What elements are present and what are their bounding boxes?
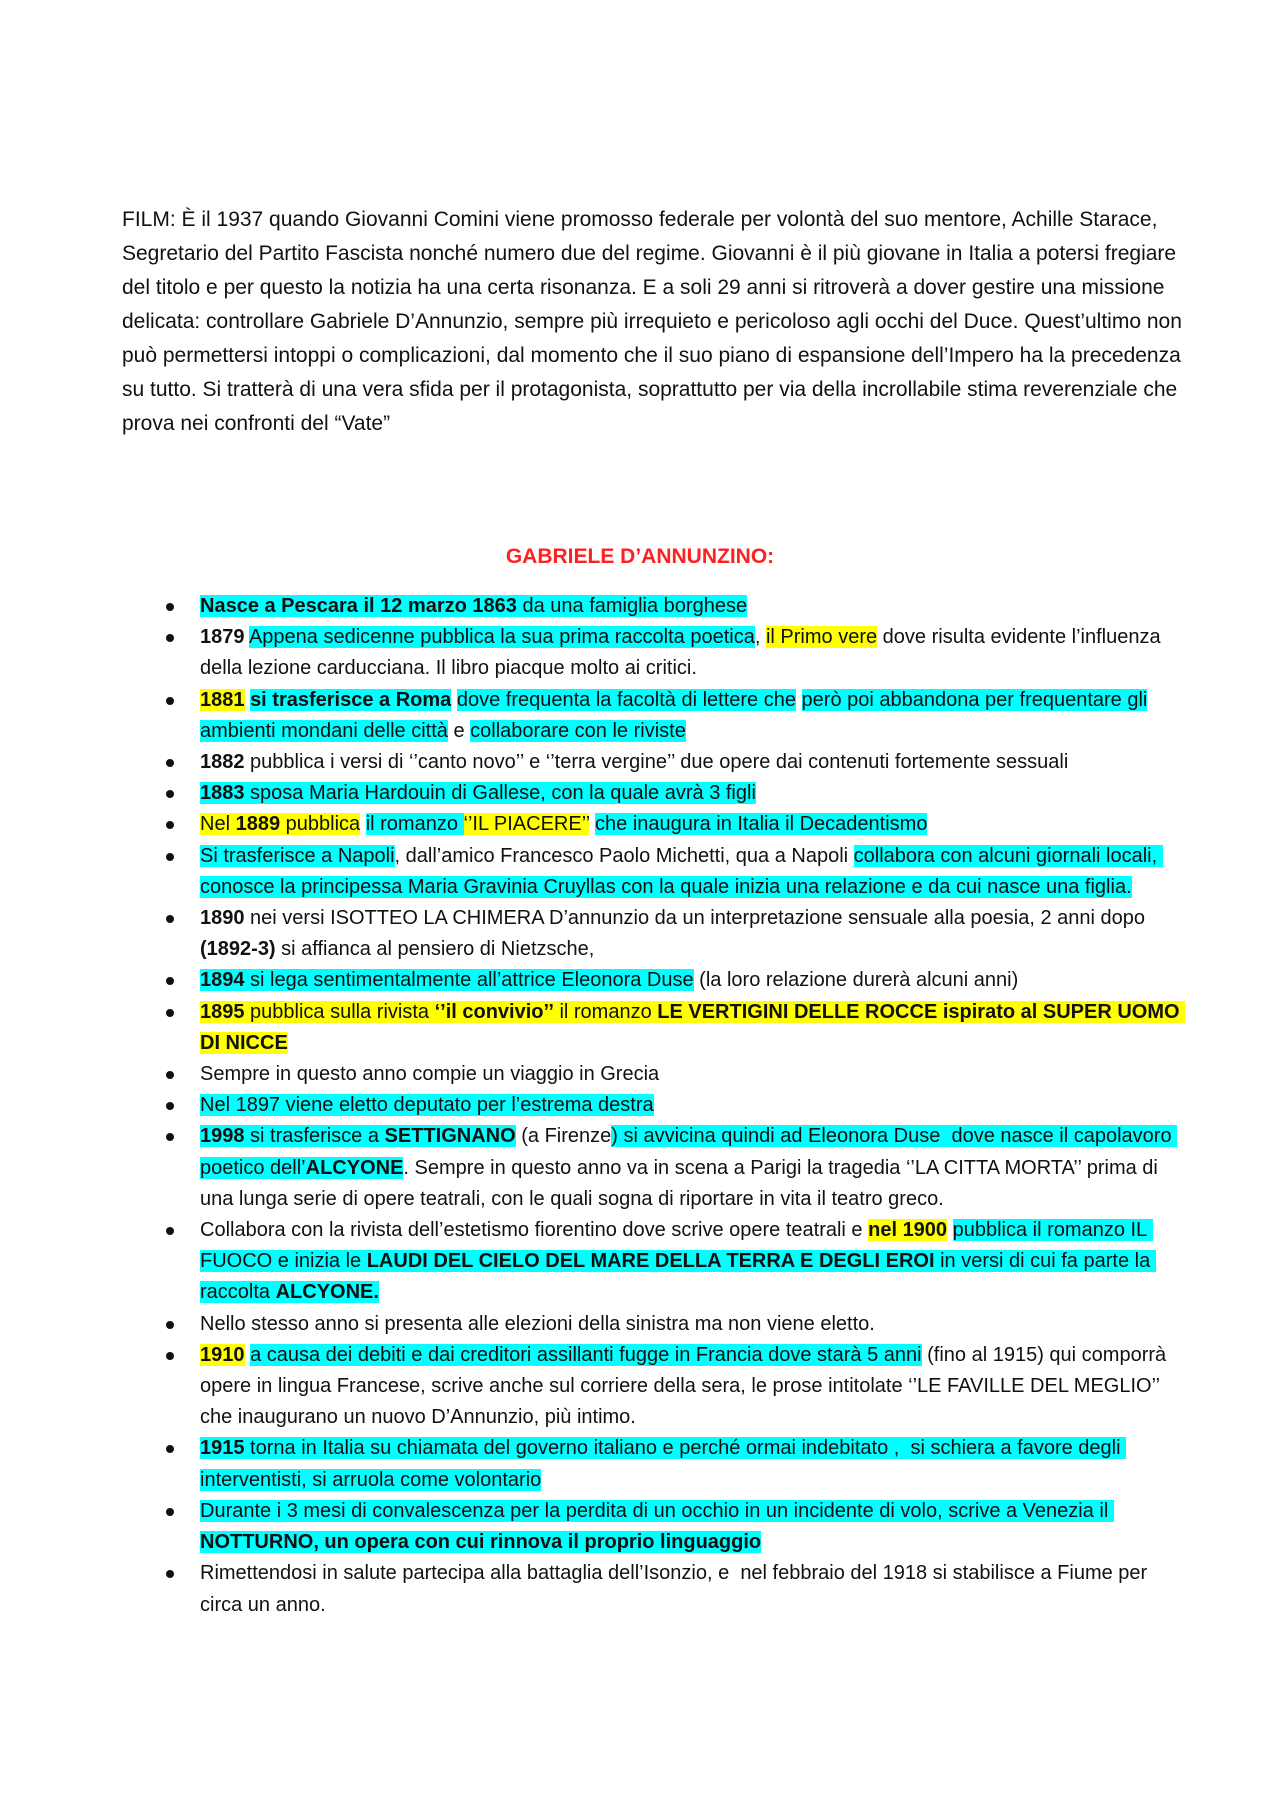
bullet-dot-icon (166, 1508, 174, 1516)
highlighted-text: pubblica sulla rivista (244, 1000, 435, 1023)
bullet-item (148, 965, 1188, 996)
bullet-dot-icon (166, 1133, 174, 1141)
highlighted-text: da una famiglia borghese (516, 595, 748, 617)
bullet-text: e (447, 719, 471, 742)
highlighted-text: in versi di cui fa parte la raccolta (200, 1250, 1156, 1304)
bullet-item (148, 1215, 1188, 1309)
highlighted-text: a causa dei debiti e dai creditori assillanti fugge in Francia dove starà 5 anni (250, 1343, 922, 1366)
bullet-dot-icon (166, 1321, 174, 1329)
bullet-dot-icon (166, 759, 174, 767)
highlighted-text: pubblica il romanzo IL FUOCO e inizia le (200, 1219, 1153, 1273)
bullet-dot-icon (166, 1009, 174, 1017)
bullet-text: Nello stesso anno si presenta alle elezioni della sinistra ma non viene eletto. (200, 1312, 875, 1335)
bullet-item (148, 591, 1188, 622)
highlighted-text: il romanzo (553, 1000, 658, 1023)
bullet-text: nei versi ISOTTEO LA CHIMERA D’annunzio da un interpretazione sensuale alla poesia, 2 anni dopo (244, 907, 1151, 930)
bullet-text (947, 1219, 953, 1241)
bullet-item (148, 622, 1188, 684)
bullet-item (148, 841, 1188, 903)
highlighted-text: si trasferisce a (244, 1125, 385, 1148)
bullet-item (148, 997, 1188, 1059)
bullet-dot-icon (166, 697, 174, 705)
bullet-text: 1879 (200, 626, 245, 649)
bullet-text: . Sempre in questo anno va in scena a Parigi la tragedia ‘’LA CITTA MORTA’’ prima di una lunga serie di opere teatrali, con le quali sogna di riportare in vita il teatro greco. (200, 1156, 1164, 1210)
bullet-text: dove risulta evidente l’influenza della lezione carducciana. Il libro piacque molto ai critici. (200, 626, 1167, 680)
highlighted-text: 1883 (200, 782, 245, 805)
bullet-dot-icon (166, 853, 174, 861)
highlighted-text: 1889 (235, 813, 281, 836)
highlighted-text: 1998 (200, 1125, 245, 1148)
bullet-item (148, 1558, 1188, 1620)
bullet-dot-icon (166, 915, 174, 923)
highlighted-text: Si trasferisce a Napoli (200, 844, 395, 867)
bullet-item (148, 809, 1188, 840)
highlighted-text: si lega sentimentalmente all’attrice Eleonora Duse (244, 969, 694, 992)
bullet-item (148, 1121, 1188, 1215)
bullet-text: (a Firenze (515, 1125, 612, 1148)
highlighted-text: ALCYONE. (275, 1281, 379, 1304)
highlighted-text: 1915 (200, 1437, 245, 1460)
bullet-item (148, 1309, 1188, 1340)
highlighted-text: LE VERTIGINI DELLE ROCCE ispirato al SUPER UOMO DI NICCE (200, 1000, 1186, 1054)
bullet-text: (la loro relazione durerà alcuni anni) (693, 969, 1019, 992)
section-heading: GABRIELE D’ANNUNZINO: (505, 545, 775, 568)
highlighted-text: SETTIGNANO (384, 1125, 516, 1148)
bullet-dot-icon (166, 603, 174, 611)
highlighted-text: sposa Maria Hardouin di Gallese, con la quale avrà 3 figli (244, 782, 756, 805)
highlighted-text: ‘’IL PIACERE’’ (463, 813, 590, 836)
highlighted-text: si trasferisce a Roma (250, 688, 452, 711)
bullet-text: pubblica i versi di ‘’canto novo’’ e ‘’terra vergine’’ due opere dai contenuti fortemente sessuali (244, 751, 1069, 774)
highlighted-text: il romanzo (365, 813, 464, 836)
bullet-dot-icon (166, 1445, 174, 1453)
bullet-dot-icon (166, 790, 174, 798)
highlighted-text: NOTTURNO, un opera con cui rinnova il proprio linguaggio (200, 1531, 762, 1554)
bullet-dot-icon (166, 821, 174, 829)
highlighted-text: LAUDI DEL CIELO DEL MARE DELLA TERRA E DEGLI EROI (366, 1250, 935, 1273)
highlighted-text: 1881 (200, 688, 245, 711)
bullet-dot-icon (166, 1102, 174, 1110)
highlighted-text: ‘’il convivio’’ (434, 1000, 554, 1023)
film-synopsis-paragraph: FILM: È il 1937 quando Giovanni Comini viene promosso federale per volontà del suo mentore, Achille Starace, Segretario del Partito Fascista nonché numero due del regime. Giovanni è il più giovane in Italia a potersi fregiare del titolo e per questo la notizia ha una certa risonanza. E a soli 29 anni si ritroverà a dover gestire una missione delicata: controllare Gabriele D’Annunzio, sempre più irrequieto e pericoloso agli occhi del Duce. Quest’ultimo non può permettersi intoppi o complicazioni, dal momento che il suo piano di espansione dell’Impero ha la precedenza su tutto. Si tratterà di una vera sfida per il protagonista, soprattutto per via della incrollabile stima reverenziale che prova nei confronti del “Vate” (122, 208, 1182, 435)
bullet-dot-icon (166, 1071, 174, 1079)
bullet-text: , dall’amico Francesco Paolo Michetti, qua a Napoli (394, 844, 854, 867)
bullet-text (1147, 689, 1153, 711)
highlighted-text: dove frequenta la facoltà di lettere che (456, 688, 796, 711)
bullet-text: (1892-3) (200, 938, 276, 961)
highlighted-text: Nasce a Pescara il 12 marzo 1863 (200, 595, 517, 617)
highlighted-text: collaborare con le riviste (470, 719, 686, 742)
bullet-text: si affianca al pensiero di Nietzsche, (275, 938, 595, 961)
highlighted-text: 1910 (200, 1343, 245, 1366)
bullet-item (148, 1496, 1188, 1558)
bullet-text: 1882 (200, 751, 245, 774)
bullet-text: Sempre in questo anno compie un viaggio in Grecia (200, 1063, 660, 1086)
bullet-text: (fino al 1915) qui comporrà opere in lingua Francese, scrive anche sul corriere della sera, le prose intitolate ‘’LE FAVILLE DEL MEGLIO’’ che inaugurano un nuovo D’Annunzio, più intimo. (200, 1343, 1172, 1429)
highlighted-text: Durante i 3 mesi di convalescenza per la perdita di un occhio in un incidente di volo, scrive a Venezia il (200, 1499, 1114, 1522)
highlighted-text: che inaugura in Italia il Decadentismo (595, 813, 928, 836)
bullet-item (148, 903, 1188, 965)
highlighted-text: 1895 (200, 1000, 245, 1023)
bullet-dot-icon (166, 1227, 174, 1235)
highlighted-text: pubblica (280, 813, 361, 836)
highlighted-text: nel 1900 (868, 1219, 948, 1242)
bullet-item (148, 1090, 1188, 1121)
bullet-dot-icon (166, 1352, 174, 1360)
bullet-dot-icon (166, 634, 174, 642)
highlighted-text: collabora con alcuni giornali locali, conosce la principessa Maria Gravinia Cruyllas con la quale inizia una relazione e da cui nasce una figlia. (200, 844, 1163, 898)
bullet-text: Rimettendosi in salute partecipa alla battaglia dell’Isonzio, e nel febbraio del 1918 si stabilisce a Fiume per circa un anno. (200, 1562, 1153, 1616)
bullet-dot-icon (166, 1570, 174, 1578)
highlighted-text: torna in Italia su chiamata del governo italiano e perché ormai indebitato , si schiera a favore degli interventisti, si arruola come volontario (200, 1437, 1127, 1491)
bullet-item (148, 685, 1188, 747)
highlighted-text: il Primo vere (765, 626, 878, 649)
bullet-text: , (754, 626, 766, 649)
highlighted-text: però poi abbandona per frequentare gli (801, 688, 1148, 711)
biography-bullet-list (148, 591, 1188, 1621)
bullet-dot-icon (166, 977, 174, 985)
highlighted-text: ALCYONE (305, 1156, 404, 1179)
bullet-item (148, 1340, 1188, 1434)
bullet-item (148, 1433, 1188, 1495)
bullet-text: Collabora con la rivista dell’estetismo fiorentino dove scrive opere teatrali e (200, 1219, 869, 1242)
bullet-item (148, 778, 1188, 809)
bullet-item (148, 747, 1188, 778)
bullet-item (148, 1059, 1188, 1090)
highlighted-text: Nel (200, 813, 236, 836)
highlighted-text: 1894 (200, 969, 245, 992)
highlighted-text: Nel 1897 viene eletto deputato per l’estrema destra (200, 1094, 654, 1117)
bullet-text: 1890 (200, 907, 245, 930)
highlighted-text: ambienti mondani delle città (200, 719, 448, 742)
highlighted-text: ) si avvicina quindi ad Eleonora Duse dove nasce il capolavoro poetico dell’ (200, 1125, 1178, 1179)
bullet-text (360, 813, 366, 835)
highlighted-text: Appena sedicenne pubblica la sua prima raccolta poetica (248, 626, 755, 649)
bullet-text (796, 689, 802, 711)
